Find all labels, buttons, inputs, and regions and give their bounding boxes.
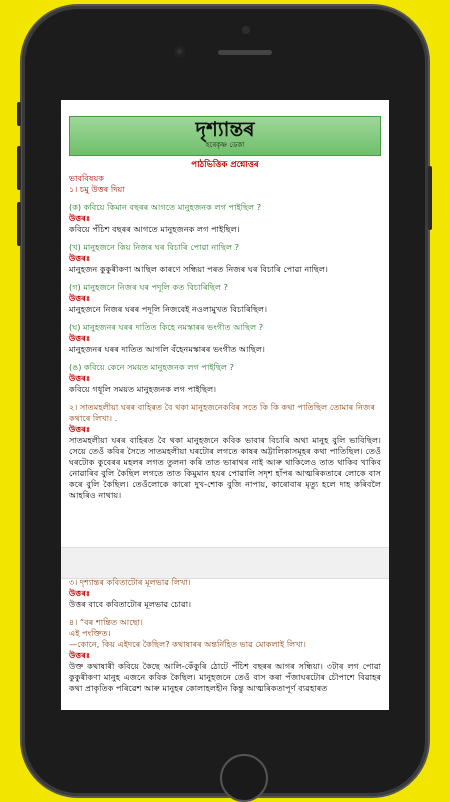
question-text: —কোনে, কিয় এইদৰে কৈছিল? কথাষাৰৰ অন্তৰ্নিহিত ভাৱ মোকলাই লিখা। <box>69 639 306 649</box>
earpiece-speaker <box>218 50 272 55</box>
document-author: হৰেকৃষ্ণ ডেকা <box>205 141 245 149</box>
answer-label: উত্তৰঃ <box>69 588 91 598</box>
answer-label: উত্তৰঃ <box>69 333 91 343</box>
front-camera <box>174 46 185 57</box>
document-page-2 <box>69 577 381 694</box>
answer-label: উত্তৰঃ <box>69 253 91 263</box>
question-text: ৩। দৃশ্যান্তৰ কবিতাটোৰ মূলভাৱ লিখা। <box>69 577 191 587</box>
section-heading: পাঠভিত্তিক প্ৰশ্নোত্তৰ <box>191 160 259 170</box>
mute-switch <box>17 102 21 126</box>
answer-label: উত্তৰঃ <box>69 213 91 223</box>
question-text: ৪। “বৰ শান্তিত আছো। <box>69 617 143 627</box>
question-text: এই পংক্তিত। <box>69 628 111 638</box>
answer-label: উত্তৰঃ <box>69 373 91 383</box>
question-text: ২। সাতমহলীয়া ঘৰৰ বাহিৰত বৈ থকা মানুহজনেকবিৰ সতে কি কি কথা পাতিছিল তোমাৰ নিজৰ কথাৰে লিখা। . <box>69 402 375 423</box>
answer-text: সাতমহলীয়া ঘৰৰ বাহিৰত বৈ থকা মানুহজনে কবিক ভাবাৰ বিচাৰি অথা মানুহ বুলি ভাবিছিল। সেয়ে তেওঁ কবিৰ সৈতে সাতমহলীয়া ঘৰটোৰ লগতে কাষৰ অট্টালিকাসমূহৰ কথা পাতিছিল। তেওঁ ঘৰটোক কুবেৰৰ মহলৰ লগত তুলনা কৰি তাত ভাৰাথৰ নাই আৰু থাকিলেও তাত থাকিব খাকিব নোৱাৰিব বুলি কৈছিল লগতে তাত কিমুমান হযৰ পোৱালি সদৃশ হাঁপৰ আত্মৰিকতাৰে লোকে বাস কৰে বুলি কৈছিল। তেওঁলোকে কাৰো দুখ-শোক বুজি নাপায়, কাৰোবাৰ মৃত্যু হলে দাহ কৰিবলৈ আহৰিও নাথায়। <box>69 435 381 500</box>
answer-text: মানুহজন কুকুৰীকণা আছিল কাৰণে সন্ধিয়া পৰত নিজৰ ঘৰ বিচাৰি পোৱা নাছিল। <box>69 264 328 274</box>
answer-text: উত্তৰ বাবে কবিতাটোৰ মূলভাৱ চোৱা। <box>69 599 192 609</box>
subsection-label: ১। চমু উত্তৰ দিয়া <box>69 184 125 194</box>
answer-label: উত্তৰঃ <box>69 424 91 434</box>
question-text: (ঙ) কবিয়ে কেনে সময়ত মানুহজনক লগ পাইছিল ? <box>69 362 234 372</box>
answer-label: উত্তৰঃ <box>69 650 91 660</box>
answer-text: মানুহজনে নিজৰ ঘৰৰ পদূলি নিজবেই নওলামুখত বিচাৰিছিল। <box>69 304 268 314</box>
section-label: ভাববিষয়ক <box>69 173 104 183</box>
answer-text: কবিয়ে পঁচিশ বছৰৰ আগতে মানুহজনক লগ পাইছিল। <box>69 224 240 234</box>
answer-label: উত্তৰঃ <box>69 293 91 303</box>
question-text: (ক) কবিয়ে কিমান বছৰৰ আগতে মানুহজনক লগ পাইছিল ? <box>69 202 262 212</box>
home-button[interactable] <box>220 754 268 802</box>
answer-text: কবিয়ে গধূলি সময়ত মানুহজনক লগ পাইছিল। <box>69 384 217 394</box>
title-banner <box>69 116 381 156</box>
front-sensor <box>242 26 250 34</box>
power-button <box>428 166 432 230</box>
question-text: (ঘ) মানুহজনৰ ঘৰৰ দাতিত কিহে নমস্কাৰৰ ভংগীত আছিল ? <box>69 322 264 332</box>
document-title: দৃশ্যান্তৰ <box>195 117 255 141</box>
page-break <box>61 547 389 579</box>
question-text: (খ) মানুহজনে কিয় নিজৰ ঘৰ বিচাৰি পোৱা নাছিল ? <box>69 242 239 252</box>
screen[interactable] <box>61 100 389 710</box>
question-text: (গ) মানুহজনে নিজৰ ঘৰ পদূলি কত বিচাৰিছিল ? <box>69 282 228 292</box>
document-page <box>61 100 389 501</box>
volume-up-button <box>17 146 21 190</box>
volume-down-button <box>17 202 21 246</box>
answer-text: উক্ত কথাষাৰী কবিয়ে কৈছে আলি-কেঁকুৰি ঠোটে পঁচিশ বছৰৰ আগৰ সন্ধিয়া। ৩টাৰ লগ পোৱা কুকুৰীকণা মানুহ এজনে কবিক কৈছিল। মানুহজনে তেওঁ বাস কৰা পঁজাঘৰটোৰ চৌপাশে বিৱাহৰ কথা প্ৰাকৃতিক পৰিৱেশ আৰু মানুহৰ কোলাহলহীন কিন্তু আত্মৰিকতাপূৰ্ণ ব্যৱহাৰত <box>69 661 381 693</box>
answer-text: মানুহজনৰ ঘৰৰ দাতিত আগলি বঁহেনমস্কাৰৰ ভংগীত আছিল। <box>69 344 265 354</box>
